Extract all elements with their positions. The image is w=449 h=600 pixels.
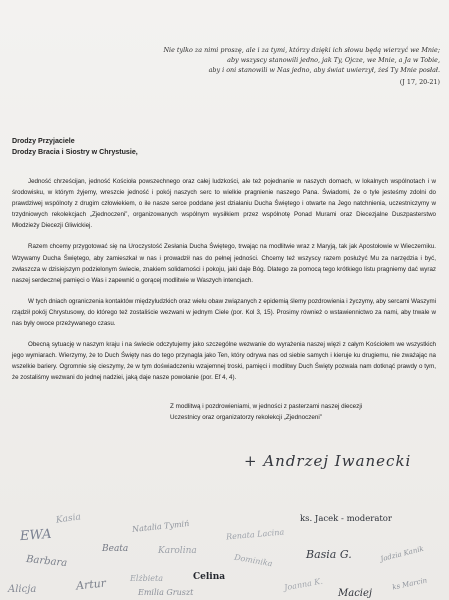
handwritten-signature: Basia G.	[306, 548, 352, 561]
handwritten-signature: Celina	[193, 572, 226, 582]
closing-line: Z modlitwą i pozdrowieniami, w jedności z pasterzami naszej diecezji	[170, 403, 363, 410]
handwritten-signature: Alicja	[8, 584, 37, 595]
handwritten-signature: Artur	[75, 576, 107, 593]
handwritten-signature: Natalia Tymiń	[131, 519, 190, 534]
handwritten-signature: ks. Jacek - moderator	[300, 514, 392, 524]
closing-line: Uczestnicy oraz organizatorzy rekolekcji „Zjednoczeni”	[170, 414, 322, 422]
handwritten-signature: Karolina	[158, 546, 197, 556]
handwritten-signature: Emilia Gruszt	[138, 588, 194, 597]
handwritten-signature: Dominika	[233, 552, 274, 569]
quote-reference: (J 17, 20-21)	[399, 78, 440, 86]
salutation	[12, 136, 432, 158]
handwritten-signature: ks Marcin	[391, 576, 428, 592]
handwritten-signature: Kasia	[55, 512, 82, 526]
body-paragraph: Razem chcemy przygotować się na Uroczystość Zesłania Ducha Świętego, trwając na modlitwie wraz z Maryją, tak jak Apostołowie w Wieczerniku. Wzywamy Ducha Świętego, aby zamieszkał w nas i prowadził nas do pełnej jedności. Chcemy też wszyscy razem posłużyć Mu za narzędzia i być, zwłaszcza w dzisiejszym podzielonym świecie, znakiem solidarności i pokoju, jaki daje Bóg. Dlatego za pomocą tego krótkiego listu pragniemy dać wyraz naszej serdecznej pamięci o Was i zapewnić o gorącej modlitwie w Waszych intencjach.	[12, 243, 436, 284]
closing	[170, 401, 449, 423]
quote-line: aby i oni stanowili w Nas jedno, aby świat uwierzył, żeś Ty Mnie posłał.	[208, 66, 440, 74]
handwritten-signature: Jadzia Kanik	[379, 544, 425, 564]
handwritten-signature: EWA	[19, 526, 53, 545]
body-paragraph: Jedność chrześcijan, jedność Kościoła powszechnego oraz całej ludzkości, ale też pojednanie w naszych domach, w lokalnych wspólnotach i w środowisku, w którym żyjemy, wreszcie jedność i pokój naszych serc to wielkie pragnienie naszego Pana. Świadomi, że o tyle jesteśmy zdolni do prawdziwej wspólnoty z drugim człowiekiem, o ile nasze serce poddane jest działaniu Ducha Świętego i otwarte na Jego natchnienia, uczestniczymy w trzydniowych rekolekcjach „Zjednoczeni”, organizowanych wspólnym wysiłkiem przez wspólnotę Ponad Murami oraz Diecezjalne Duszpasterstwo Młodzieży Diecezji Gliwickiej.	[12, 178, 436, 230]
body-paragraph: W tych dniach ograniczenia kontaktów międzyludzkich oraz wielu obaw związanych z epidemią ślemy pozdrowienia i życzymy, aby sercami Waszymi rządził pokój Chrystusowy, do którego też zostaliście wezwani w jednym Ciele (por. Kol 3, 15). Prosimy również o wstawiennictwo za nami, aby trwale w nas były owoce przeżywanego czasu.	[12, 297, 436, 328]
handwritten-signature: Beata	[102, 544, 129, 554]
salutation-line: Drodzy Bracia i Siostry w Chrystusie,	[12, 148, 138, 156]
body-paragraph: Obecną sytuację w naszym kraju i na świecie odczytujemy jako szczególne wezwanie do wyrażenia naszej więzi z całym Kościołem we wszystkich jego wymiarach. Wierzymy, że to Duch Święty nas do tego przynagla jako Ten, który odrywa nas od siebie samych i kieruje ku drugiemu, nie zważając na wszelkie bariery. Ogromnie się cieszymy, że w tym doświadczeniu wzajemnej troski, pamięci i modlitwy Duch Święty pozwala nam dotknąć prawdy o tym, że zostaliśmy wezwani do jednej nadziei, jaką daje nasze powołanie (por. Ef 4, 4).	[12, 341, 436, 382]
handwritten-signature: Renata Lacina	[225, 527, 285, 542]
handwritten-signature: Elżbieta	[130, 574, 164, 583]
handwritten-signature: Joanna K.	[283, 576, 324, 593]
quote-line: aby wszyscy stanowili jedno, jak Ty, Ojcze, we Mnie, a Ja w Tobie,	[227, 56, 440, 64]
letter-body	[12, 176, 436, 394]
scripture-quote	[138, 45, 440, 87]
salutation-line: Drodzy Przyjaciele	[12, 137, 75, 145]
quote-line: Nie tylko za nimi proszę, ale i za tymi, którzy dzięki ich słowu będą wierzyć we Mnie;	[163, 46, 440, 54]
handwritten-signature: Maciej	[338, 588, 373, 599]
handwritten-signature: Barbara	[25, 553, 68, 570]
bishop-signature: + Andrzej Iwanecki	[244, 452, 412, 470]
